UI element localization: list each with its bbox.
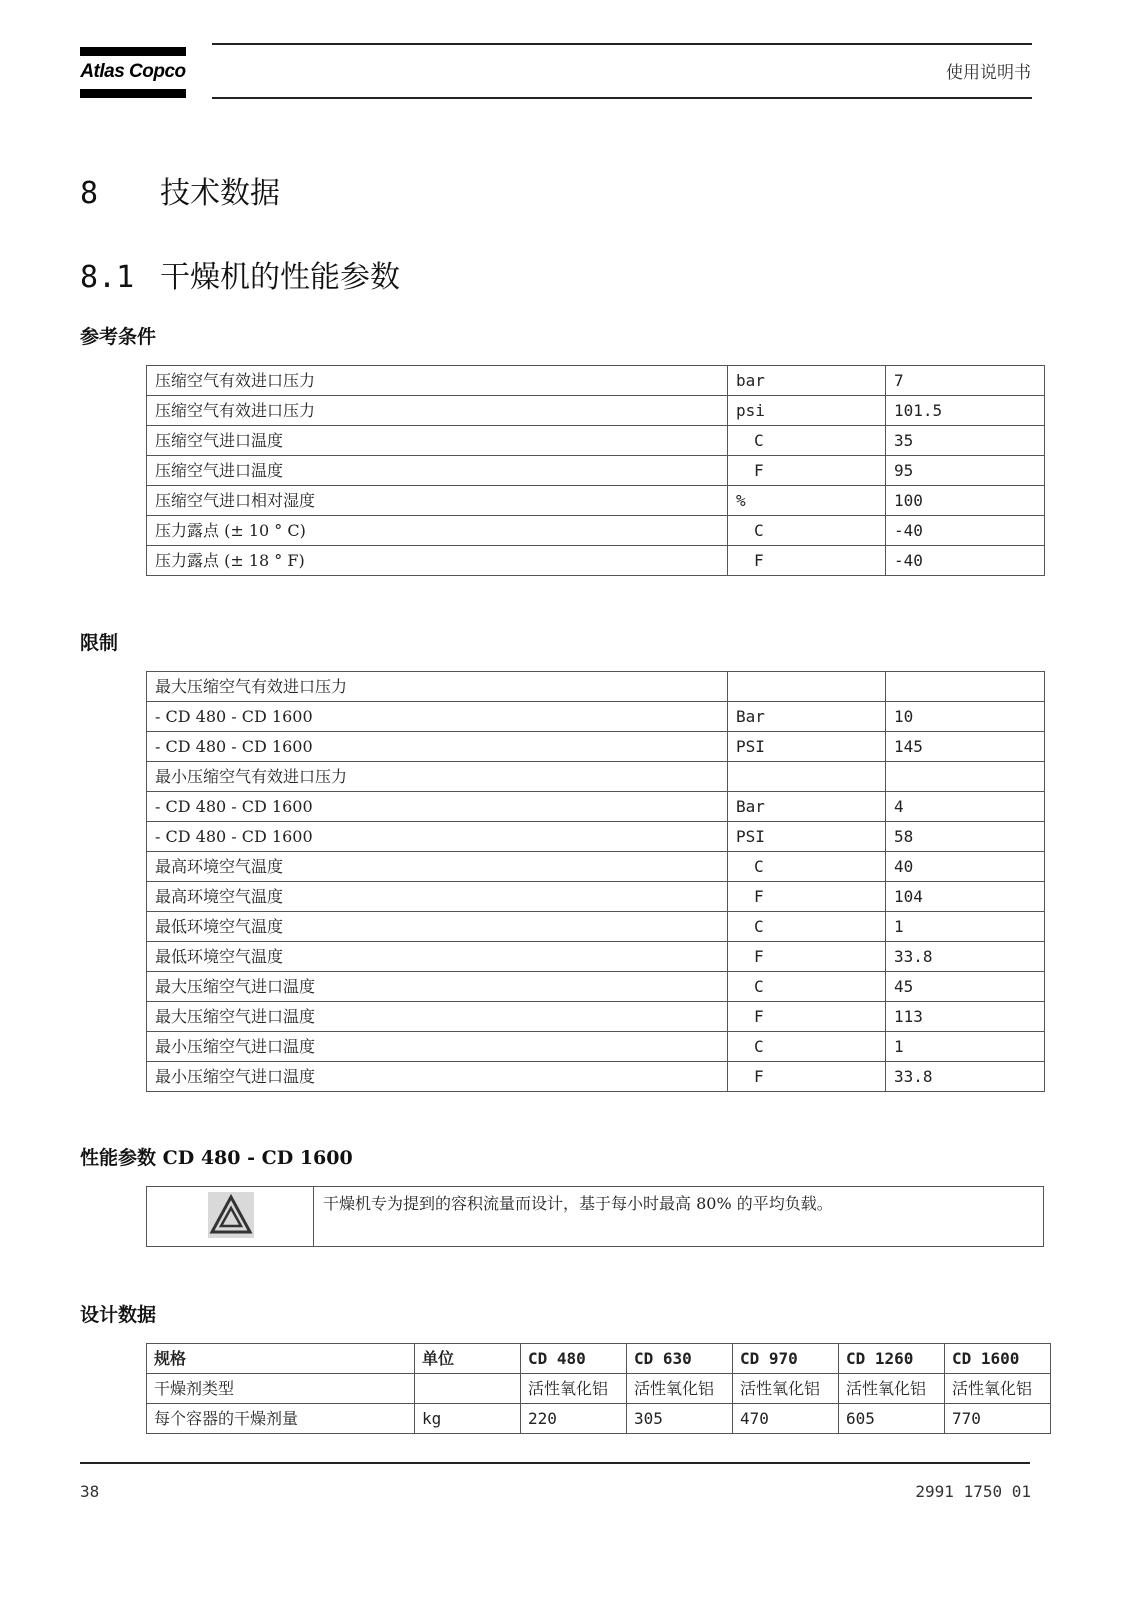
value-cell: 40 bbox=[886, 852, 1045, 882]
table-row bbox=[147, 1002, 1045, 1032]
table-header-row bbox=[147, 1344, 1051, 1374]
table-cell: 770 bbox=[945, 1404, 1051, 1434]
value-cell: 100 bbox=[886, 486, 1045, 516]
value-cell: 33.8 bbox=[886, 942, 1045, 972]
table-cell bbox=[415, 1374, 521, 1404]
parameter-cell: 压缩空气进口温度 bbox=[147, 426, 728, 456]
reference-heading: 参考条件 bbox=[80, 326, 157, 348]
parameter-cell: - CD 480 - CD 1600 bbox=[147, 822, 728, 852]
table-cell: kg bbox=[415, 1404, 521, 1434]
chapter-title: 技术数据 bbox=[160, 176, 280, 211]
limits-heading: 限制 bbox=[80, 632, 119, 654]
note-icon-cell bbox=[147, 1187, 314, 1246]
unit-cell: bar bbox=[728, 366, 886, 396]
table-row bbox=[147, 732, 1045, 762]
table-cell: 每个容器的干燥剂量 bbox=[147, 1404, 415, 1434]
atlas-copco-logo bbox=[80, 47, 186, 99]
table-row bbox=[147, 912, 1045, 942]
chapter-number: 8 bbox=[80, 176, 99, 211]
table-row bbox=[147, 1404, 1051, 1434]
parameter-cell: 最大压缩空气进口温度 bbox=[147, 1002, 728, 1032]
unit-cell: F bbox=[728, 882, 886, 912]
warning-triangle-icon bbox=[208, 1192, 254, 1238]
table-row bbox=[147, 456, 1045, 486]
header-rule-top bbox=[212, 43, 1032, 45]
value-cell: 10 bbox=[886, 702, 1045, 732]
logo-bar-top bbox=[80, 47, 186, 56]
table-row bbox=[147, 882, 1045, 912]
table-cell: 干燥剂类型 bbox=[147, 1374, 415, 1404]
table-cell: 活性氧化铝 bbox=[839, 1374, 945, 1404]
parameter-cell: 最低环境空气温度 bbox=[147, 912, 728, 942]
limits-table bbox=[146, 671, 1045, 1092]
column-header: 单位 bbox=[415, 1344, 521, 1374]
parameter-cell: 最高环境空气温度 bbox=[147, 852, 728, 882]
column-header: CD 630 bbox=[627, 1344, 733, 1374]
unit-cell bbox=[728, 762, 886, 792]
design-heading: 设计数据 bbox=[80, 1304, 157, 1326]
value-cell: 7 bbox=[886, 366, 1045, 396]
parameter-cell: 压缩空气有效进口压力 bbox=[147, 366, 728, 396]
value-cell: 4 bbox=[886, 792, 1045, 822]
value-cell: 95 bbox=[886, 456, 1045, 486]
table-row bbox=[147, 852, 1045, 882]
column-header: CD 1260 bbox=[839, 1344, 945, 1374]
table-row bbox=[147, 672, 1045, 702]
value-cell: 104 bbox=[886, 882, 1045, 912]
table-cell: 305 bbox=[627, 1404, 733, 1434]
table-row bbox=[147, 1032, 1045, 1062]
parameter-cell: 最大压缩空气进口温度 bbox=[147, 972, 728, 1002]
table-cell: 活性氧化铝 bbox=[521, 1374, 627, 1404]
table-row bbox=[147, 972, 1045, 1002]
parameter-cell: 压缩空气进口相对湿度 bbox=[147, 486, 728, 516]
value-cell: 58 bbox=[886, 822, 1045, 852]
table-row bbox=[147, 516, 1045, 546]
document-number: 2991 1750 01 bbox=[915, 1482, 1031, 1501]
footer-rule bbox=[80, 1462, 1030, 1464]
value-cell: 1 bbox=[886, 912, 1045, 942]
value-cell: 1 bbox=[886, 1032, 1045, 1062]
value-cell: 101.5 bbox=[886, 396, 1045, 426]
table-row bbox=[147, 762, 1045, 792]
table-row bbox=[147, 1374, 1051, 1404]
unit-cell: C bbox=[728, 426, 886, 456]
parameter-cell: 压力露点 (± 10 ° C) bbox=[147, 516, 728, 546]
table-row bbox=[147, 426, 1045, 456]
value-cell bbox=[886, 762, 1045, 792]
parameter-cell: 压缩空气进口温度 bbox=[147, 456, 728, 486]
parameter-cell: - CD 480 - CD 1600 bbox=[147, 702, 728, 732]
unit-cell: F bbox=[728, 1002, 886, 1032]
parameter-cell: - CD 480 - CD 1600 bbox=[147, 732, 728, 762]
chapter-heading bbox=[80, 168, 280, 212]
unit-cell: C bbox=[728, 972, 886, 1002]
header-rule-bottom bbox=[212, 97, 1032, 99]
value-cell: 35 bbox=[886, 426, 1045, 456]
table-row bbox=[147, 1062, 1045, 1092]
column-header: CD 1600 bbox=[945, 1344, 1051, 1374]
unit-cell: F bbox=[728, 456, 886, 486]
parameter-cell: 最小压缩空气进口温度 bbox=[147, 1032, 728, 1062]
parameter-cell: 最低环境空气温度 bbox=[147, 942, 728, 972]
section-number: 8.1 bbox=[80, 260, 135, 295]
unit-cell: PSI bbox=[728, 732, 886, 762]
parameter-cell: 最高环境空气温度 bbox=[147, 882, 728, 912]
column-header: 规格 bbox=[147, 1344, 415, 1374]
value-cell: 45 bbox=[886, 972, 1045, 1002]
table-cell: 470 bbox=[733, 1404, 839, 1434]
performance-note-box bbox=[146, 1186, 1044, 1247]
table-cell: 活性氧化铝 bbox=[627, 1374, 733, 1404]
performance-heading: 性能参数 CD 480 - CD 1600 bbox=[80, 1147, 353, 1169]
unit-cell: C bbox=[728, 852, 886, 882]
table-row bbox=[147, 396, 1045, 426]
unit-cell: PSI bbox=[728, 822, 886, 852]
parameter-cell: 压缩空气有效进口压力 bbox=[147, 396, 728, 426]
page-number: 38 bbox=[80, 1482, 100, 1501]
performance-note-text: 干燥机专为提到的容积流量而设计，基于每小时最高 80% 的平均负载。 bbox=[323, 1194, 833, 1213]
value-cell: -40 bbox=[886, 516, 1045, 546]
design-data-table bbox=[146, 1343, 1051, 1434]
unit-cell: % bbox=[728, 486, 886, 516]
table-row bbox=[147, 486, 1045, 516]
unit-cell: F bbox=[728, 1062, 886, 1092]
table-row bbox=[147, 822, 1045, 852]
parameter-cell: 最小压缩空气进口温度 bbox=[147, 1062, 728, 1092]
unit-cell: F bbox=[728, 546, 886, 576]
unit-cell: Bar bbox=[728, 792, 886, 822]
value-cell bbox=[886, 672, 1045, 702]
value-cell: 113 bbox=[886, 1002, 1045, 1032]
unit-cell: C bbox=[728, 516, 886, 546]
logo-text: Atlas Copco bbox=[80, 61, 186, 82]
logo-bar-bottom bbox=[80, 89, 186, 98]
table-cell: 活性氧化铝 bbox=[945, 1374, 1051, 1404]
table-row bbox=[147, 792, 1045, 822]
section-title: 干燥机的性能参数 bbox=[160, 260, 400, 295]
table-cell: 活性氧化铝 bbox=[733, 1374, 839, 1404]
table-row bbox=[147, 366, 1045, 396]
value-cell: 145 bbox=[886, 732, 1045, 762]
table-cell: 220 bbox=[521, 1404, 627, 1434]
column-header: CD 970 bbox=[733, 1344, 839, 1374]
parameter-cell: 最大压缩空气有效进口压力 bbox=[147, 672, 728, 702]
unit-cell: Bar bbox=[728, 702, 886, 732]
unit-cell: C bbox=[728, 912, 886, 942]
document-type: 使用说明书 bbox=[946, 63, 1031, 83]
parameter-cell: 最小压缩空气有效进口压力 bbox=[147, 762, 728, 792]
table-row bbox=[147, 942, 1045, 972]
section-heading bbox=[80, 252, 400, 296]
unit-cell: F bbox=[728, 942, 886, 972]
table-row bbox=[147, 546, 1045, 576]
value-cell: 33.8 bbox=[886, 1062, 1045, 1092]
parameter-cell: 压力露点 (± 18 ° F) bbox=[147, 546, 728, 576]
parameter-cell: - CD 480 - CD 1600 bbox=[147, 792, 728, 822]
unit-cell: psi bbox=[728, 396, 886, 426]
table-cell: 605 bbox=[839, 1404, 945, 1434]
column-header: CD 480 bbox=[521, 1344, 627, 1374]
value-cell: -40 bbox=[886, 546, 1045, 576]
unit-cell bbox=[728, 672, 886, 702]
table-row bbox=[147, 702, 1045, 732]
unit-cell: C bbox=[728, 1032, 886, 1062]
reference-conditions-table bbox=[146, 365, 1045, 576]
